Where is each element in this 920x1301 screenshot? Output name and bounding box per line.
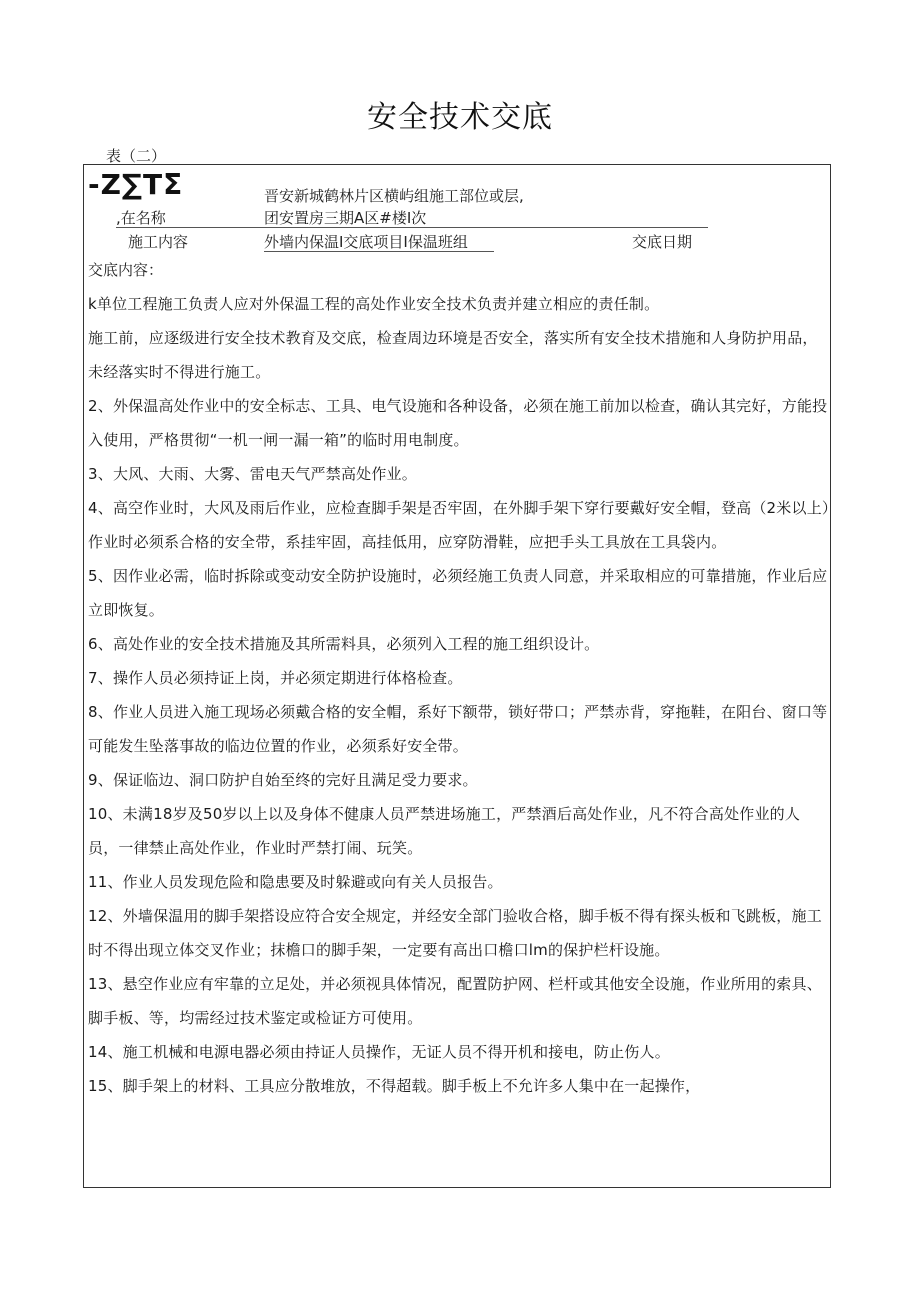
- paragraph: 5、因作业必需，临时拆除或变动安全防护设施时，必须经施工负责人同意，并采取相应的可靠措施，作业后应立即恢复。: [88, 567, 828, 619]
- project-name-line1: 晋安新城鹤林片区横屿组施工部位或层,: [264, 187, 524, 205]
- paragraph: 14、施工机械和电源电器必须由持证人员操作，无证人员不得开机和接电，防止伤人。: [88, 1043, 670, 1061]
- paragraph: 11、作业人员发现危险和隐患要及时躲避或向有关人员报告。: [88, 873, 503, 891]
- paragraph: 3、大风、大雨、大雾、雷电天气严禁高处作业。: [88, 465, 417, 483]
- paragraph: 6、高处作业的安全技术措施及其所需料具，必须列入工程的施工组织设计。: [88, 635, 600, 653]
- paragraph: 8、作业人员进入施工现场必须戴合格的安全帽，系好下额带，锁好带口；严禁赤背，穿拖鞋，在阳台、窗口等可能发生坠落事故的临边位置的作业，必须系好安全带。: [88, 703, 828, 755]
- content-body: [88, 287, 830, 1103]
- project-name-line2: 团安置房三期A区#楼I次: [264, 209, 427, 227]
- paragraph: 9、保证临边、洞口防护自始至终的完好且满足受力要求。: [88, 771, 478, 789]
- work-content-underline: [264, 251, 494, 252]
- form-subtitle: 表（二）: [106, 147, 167, 165]
- paragraph: k单位工程施工负责人应对外保温工程的高处作业安全技术负责并建立相应的责任制。: [88, 295, 660, 313]
- disclosure-form: [83, 164, 831, 1188]
- project-name-label: ,在名称: [116, 209, 166, 227]
- paragraph: 15、脚手架上的材料、工具应分散堆放，不得超载。脚手板上不允许多人集中在一起操作，: [88, 1077, 701, 1095]
- header-divider-top: [116, 227, 708, 228]
- paragraph: 施工前，应逐级进行安全技术教育及交底，检查周边环境是否安全，落实所有安全技术措施和人身防护用品，未经落实时不得进行施工。: [88, 329, 818, 381]
- disclosure-date-label: 交底日期: [632, 233, 693, 251]
- work-content-label: 施工内容: [128, 233, 189, 251]
- paragraph: 10、未满18岁及50岁以上以及身体不健康人员严禁进场施工，严禁酒后高处作业，凡不符合高处作业的人员，一律禁止高处作业，作业时严禁打闹、玩笑。: [88, 805, 801, 857]
- paragraph: 13、悬空作业应有牢靠的立足处，并必须视具体情况，配置防护网、栏杆或其他安全设施，作业所用的索具、脚手板、等，均需经过技术鉴定或检证方可使用。: [88, 975, 822, 1027]
- paragraph: 7、操作人员必须持证上岗，并必须定期进行体格检查。: [88, 669, 463, 687]
- document-title: 安全技术交底: [367, 100, 553, 135]
- work-content-value: 外墙内保温I交底项目I保温班组: [264, 233, 468, 251]
- logo-mark: -Z∑TΣ: [88, 168, 184, 201]
- paragraph: 2、外保温高处作业中的安全标志、工具、电气设施和各种设备，必须在施工前加以检查，确认其完好，方能投入使用，严格贯彻“一机一闸一漏一箱”的临时用电制度。: [88, 397, 828, 449]
- paragraph: 12、外墙保温用的脚手架搭设应符合安全规定，并经安全部门验收合格，脚手板不得有探头板和飞跳板，施工时不得出现立体交叉作业；抹檐口的脚手架，一定要有高出口檐口lm的保护栏杆设施。: [88, 907, 822, 959]
- content-label: 交底内容：: [88, 261, 164, 279]
- paragraph: 4、高空作业时，大风及雨后作业，应检查脚手架是否牢固，在外脚手架下穿行要戴好安全帽，登高（2米以上）作业时必须系合格的安全带，系挂牢固，高挂低用，应穿防滑鞋，应把手头工具放在工具袋内。: [88, 499, 830, 551]
